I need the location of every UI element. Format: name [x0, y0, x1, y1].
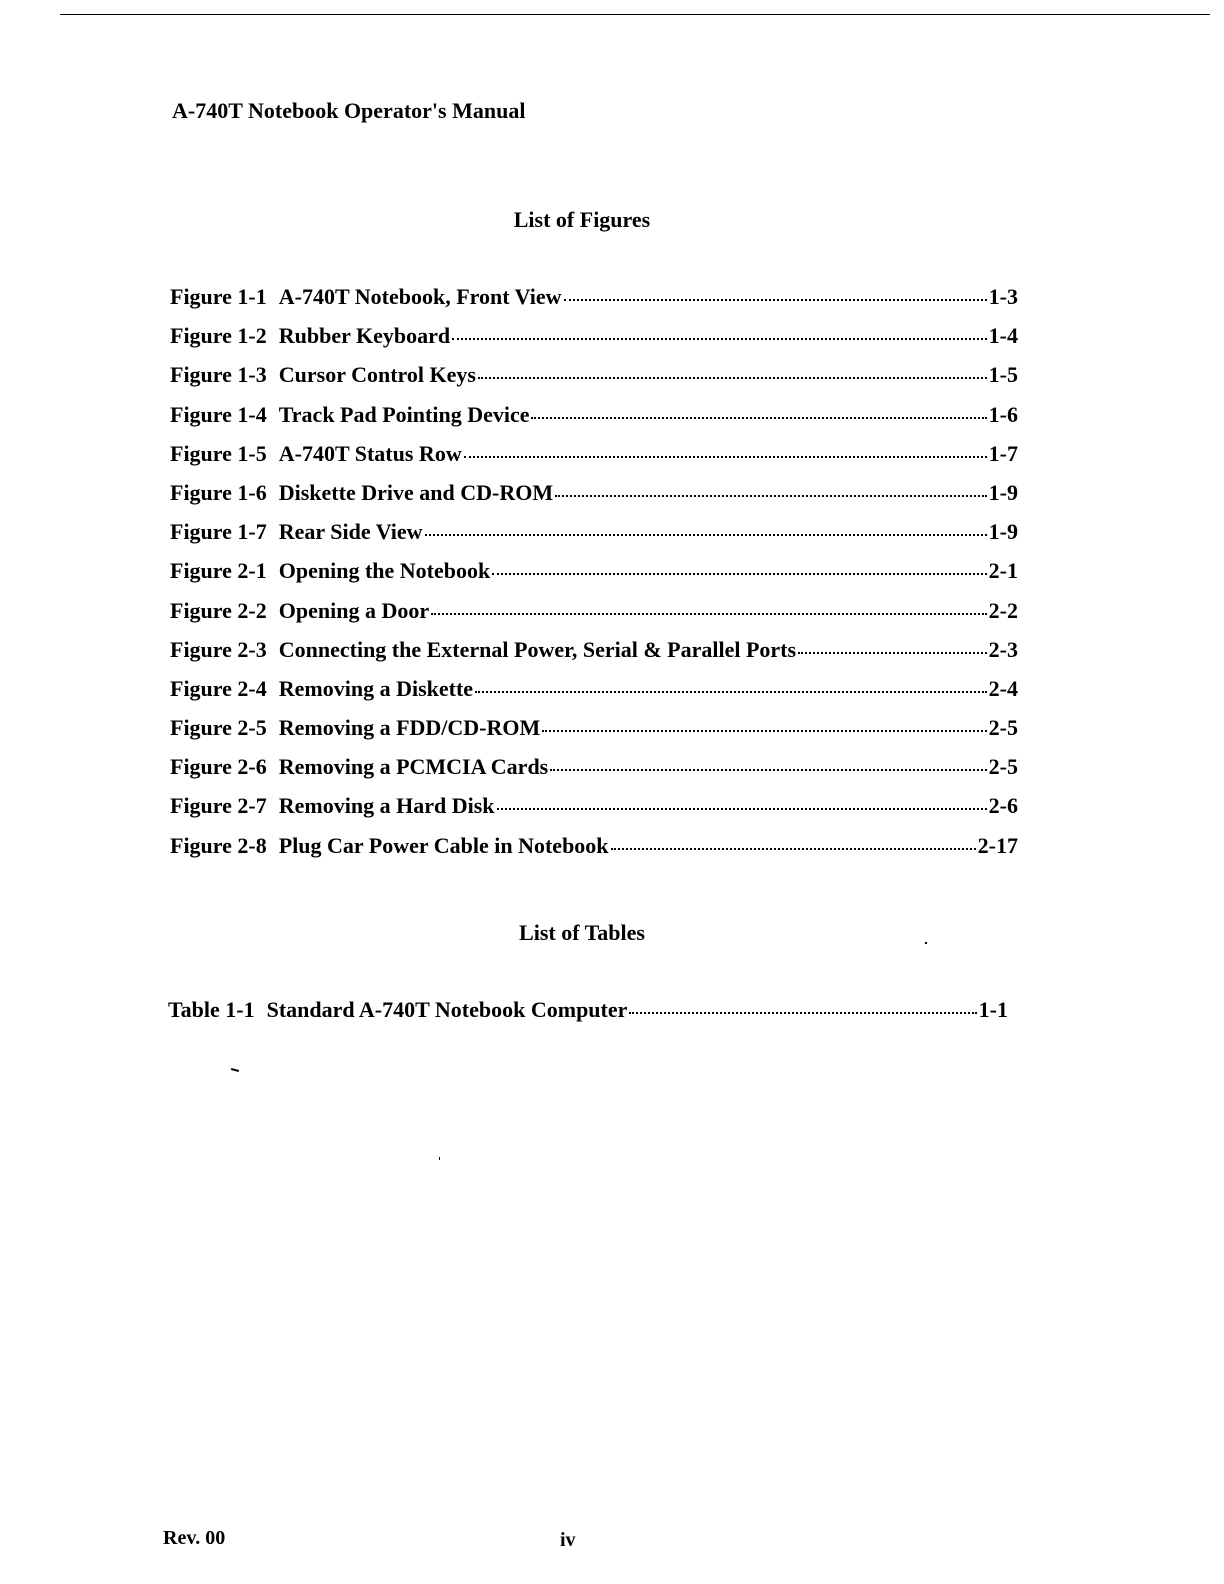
page-number: 2-17: [977, 832, 1018, 858]
figure-label: Figure 1-1: [170, 284, 267, 309]
dot-leader: [478, 377, 987, 379]
scan-speck: [925, 942, 927, 944]
page-number: 2-5: [988, 715, 1018, 741]
page-number: 1-1: [978, 997, 1008, 1022]
figure-title: Rear Side View: [278, 519, 423, 545]
page-number: 2-3: [988, 636, 1018, 662]
figure-label: Figure 2-7: [170, 793, 267, 819]
dot-leader: [497, 808, 987, 810]
page-number: 1-5: [988, 362, 1018, 388]
top-rule: [60, 14, 1210, 15]
page-number: 1-7: [988, 440, 1018, 466]
running-header: A-740T Notebook Operator's Manual: [172, 98, 526, 123]
page-number-footer: iv: [560, 1529, 576, 1551]
figure-entry[interactable]: [170, 676, 1018, 715]
figure-title: Plug Car Power Cable in Notebook: [278, 832, 609, 858]
figure-entry[interactable]: [170, 362, 1018, 401]
page-number: 1-4: [988, 323, 1018, 349]
figure-label: Figure 2-2: [170, 597, 267, 623]
page-number: 2-6: [988, 793, 1018, 819]
figure-entry[interactable]: [170, 323, 1018, 362]
figure-label: Figure 2-8: [170, 832, 267, 858]
figure-label: Figure 1-2: [170, 323, 267, 349]
figure-title: Cursor Control Keys: [278, 362, 476, 388]
figure-entry[interactable]: [170, 402, 1018, 441]
page-number: 1-3: [988, 284, 1018, 309]
figure-title: A-740T Status Row: [278, 440, 462, 466]
figure-label: Figure 1-4: [170, 401, 267, 427]
page-number: 1-6: [988, 401, 1018, 427]
table-label: Table 1-1: [168, 997, 255, 1022]
figure-entry[interactable]: [170, 519, 1018, 558]
table-title: Standard A-740T Notebook Computer: [266, 997, 628, 1022]
figure-title: Rubber Keyboard: [278, 323, 451, 349]
dot-leader: [425, 534, 987, 536]
dot-leader: [475, 691, 987, 693]
page-number: 2-5: [988, 754, 1018, 780]
scan-speck: [231, 1068, 239, 1072]
figure-label: Figure 2-4: [170, 675, 267, 701]
page-number: 2-4: [988, 675, 1018, 701]
figure-entry[interactable]: [170, 833, 1018, 872]
figure-label: Figure 1-5: [170, 440, 267, 466]
figure-label: Figure 2-3: [170, 636, 267, 662]
page-number: 2-1: [988, 558, 1018, 584]
dot-leader: [431, 613, 987, 615]
figure-title: Removing a PCMCIA Cards: [278, 754, 549, 780]
page-number: 1-9: [988, 479, 1018, 505]
dot-leader: [542, 730, 986, 732]
dot-leader: [629, 1012, 976, 1014]
figure-title: Opening the Notebook: [278, 558, 491, 584]
page-number: 1-9: [988, 519, 1018, 545]
figure-title: Connecting the External Power, Serial & Parallel Ports: [278, 636, 797, 662]
figure-title: Removing a FDD/CD-ROM: [278, 715, 541, 741]
figure-label: Figure 2-1: [170, 558, 267, 584]
figure-title: Removing a Hard Disk: [278, 793, 495, 819]
dot-leader: [564, 299, 987, 301]
figure-title: Opening a Door: [278, 597, 430, 623]
dot-leader: [452, 338, 987, 340]
figure-entry[interactable]: [170, 480, 1018, 519]
figure-title: Diskette Drive and CD-ROM: [278, 479, 554, 505]
figure-entry[interactable]: [170, 715, 1018, 754]
figure-title: A-740T Notebook, Front View: [278, 284, 562, 309]
list-of-tables-title: List of Tables: [519, 920, 645, 945]
dot-leader: [611, 848, 976, 850]
dot-leader: [555, 495, 987, 497]
figure-entry[interactable]: [170, 793, 1018, 832]
figure-label: Figure 1-6: [170, 479, 267, 505]
scan-speck: [439, 1157, 440, 1160]
figure-entry[interactable]: [170, 637, 1018, 676]
dot-leader: [464, 456, 987, 458]
figure-label: Figure 2-6: [170, 754, 267, 780]
figure-entry[interactable]: [170, 598, 1018, 637]
table-entry[interactable]: [168, 997, 1008, 1036]
page-number: 2-2: [988, 597, 1018, 623]
figure-label: Figure 1-3: [170, 362, 267, 388]
list-of-figures-title: List of Figures: [513, 207, 651, 232]
revision-footer: Rev. 00: [163, 1527, 226, 1549]
figure-entry[interactable]: [170, 558, 1018, 597]
figure-label: Figure 2-5: [170, 715, 267, 741]
figure-label: Figure 1-7: [170, 519, 267, 545]
dot-leader: [492, 573, 986, 575]
dot-leader: [798, 652, 987, 654]
figure-entry[interactable]: [170, 754, 1018, 793]
figures-list: [170, 284, 1018, 872]
dot-leader: [531, 417, 986, 419]
tables-list: [168, 997, 1008, 1036]
dot-leader: [550, 769, 986, 771]
figure-entry[interactable]: [170, 441, 1018, 480]
figure-entry[interactable]: [170, 284, 1018, 323]
figure-title: Track Pad Pointing Device: [278, 401, 530, 427]
figure-title: Removing a Diskette: [278, 675, 474, 701]
